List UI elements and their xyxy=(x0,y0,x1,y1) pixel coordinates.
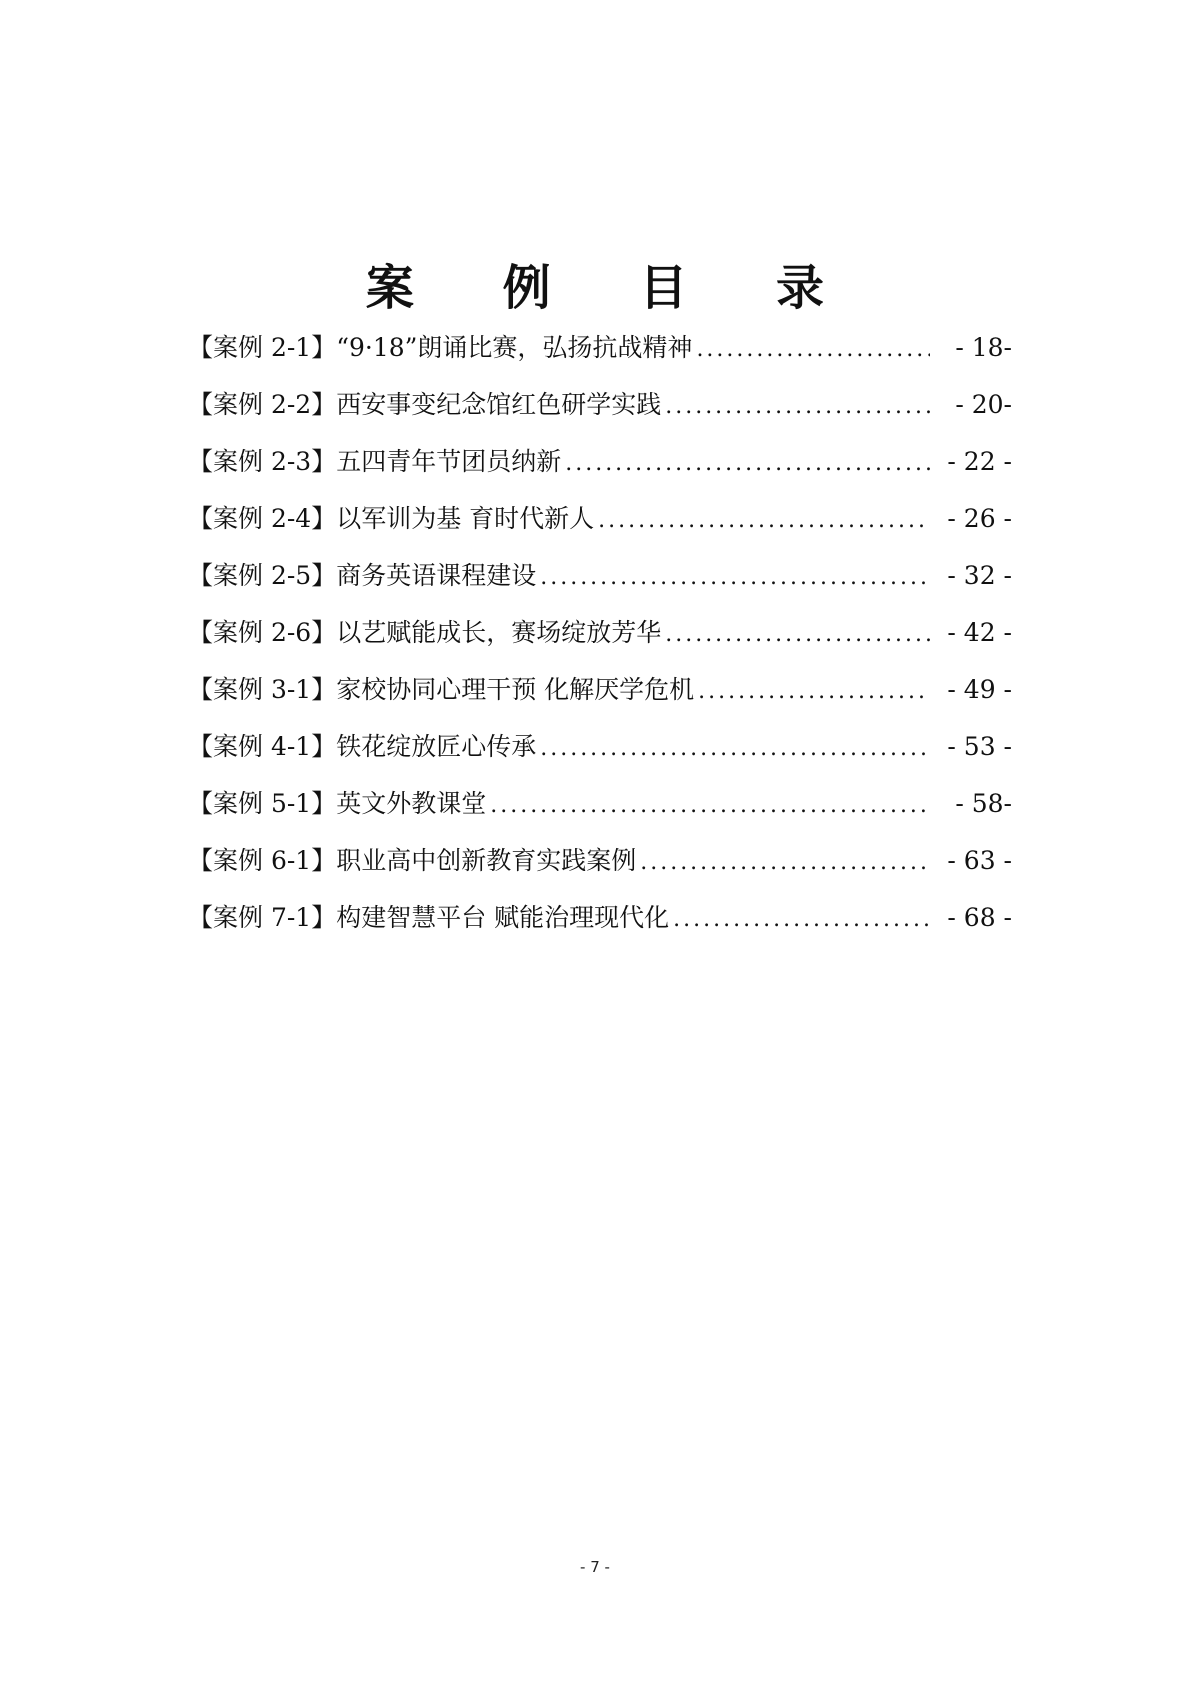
toc-entry[interactable] xyxy=(188,613,1012,670)
page-title: 案 例 目 录 xyxy=(365,260,861,316)
toc-entry-title: 【案例 2-3】五四青年节团员纳新 xyxy=(188,447,562,476)
toc-dot-leader xyxy=(640,843,930,883)
toc-entry-page: - 18- xyxy=(955,333,1012,362)
toc-dot-leader xyxy=(490,786,930,826)
table-of-contents xyxy=(188,328,1012,955)
toc-entry-title: 【案例 2-5】商务英语课程建设 xyxy=(188,561,537,590)
toc-entry-title: 【案例 2-1】“9·18”朗诵比赛，弘扬抗战精神 xyxy=(188,333,693,362)
toc-entry[interactable] xyxy=(188,556,1012,613)
toc-entry-page: - 42 - xyxy=(947,618,1012,647)
toc-entry-page: - 49 - xyxy=(947,675,1012,704)
toc-dot-leader xyxy=(540,558,930,598)
toc-entry-title: 【案例 4-1】铁花绽放匠心传承 xyxy=(188,732,537,761)
toc-dot-leader xyxy=(665,387,930,427)
toc-entry[interactable] xyxy=(188,670,1012,727)
toc-entry[interactable] xyxy=(188,328,1012,385)
toc-dot-leader xyxy=(698,672,930,712)
toc-entry-title: 【案例 2-2】西安事变纪念馆红色研学实践 xyxy=(188,390,662,419)
page-number: - 7 - xyxy=(580,1558,610,1576)
toc-entry-page: - 22 - xyxy=(947,447,1012,476)
toc-entry-page: - 53 - xyxy=(947,732,1012,761)
toc-entry[interactable] xyxy=(188,385,1012,442)
toc-entry-title: 【案例 7-1】构建智慧平台 赋能治理现代化 xyxy=(188,903,670,932)
toc-entry-title: 【案例 2-4】以军训为基 育时代新人 xyxy=(188,504,595,533)
toc-entry-title: 【案例 5-1】英文外教课堂 xyxy=(188,789,487,818)
toc-dot-leader xyxy=(540,729,930,769)
toc-dot-leader xyxy=(665,615,930,655)
toc-dot-leader xyxy=(673,900,930,940)
toc-entry-title: 【案例 6-1】职业高中创新教育实践案例 xyxy=(188,846,637,875)
toc-dot-leader xyxy=(598,501,930,541)
toc-entry-title: 【案例 3-1】家校协同心理干预 化解厌学危机 xyxy=(188,675,695,704)
toc-entry[interactable] xyxy=(188,841,1012,898)
toc-entry-title: 【案例 2-6】以艺赋能成长，赛场绽放芳华 xyxy=(188,618,662,647)
toc-entry[interactable] xyxy=(188,442,1012,499)
toc-entry-page: - 26 - xyxy=(947,504,1012,533)
toc-entry[interactable] xyxy=(188,499,1012,556)
toc-entry-page: - 68 - xyxy=(947,903,1012,932)
toc-entry[interactable] xyxy=(188,898,1012,955)
toc-entry-page: - 63 - xyxy=(947,846,1012,875)
toc-entry[interactable] xyxy=(188,784,1012,841)
toc-dot-leader xyxy=(696,330,930,370)
toc-entry-page: - 20- xyxy=(955,390,1012,419)
toc-entry[interactable] xyxy=(188,727,1012,784)
toc-dot-leader xyxy=(565,444,930,484)
toc-entry-page: - 58- xyxy=(955,789,1012,818)
toc-entry-page: - 32 - xyxy=(947,561,1012,590)
